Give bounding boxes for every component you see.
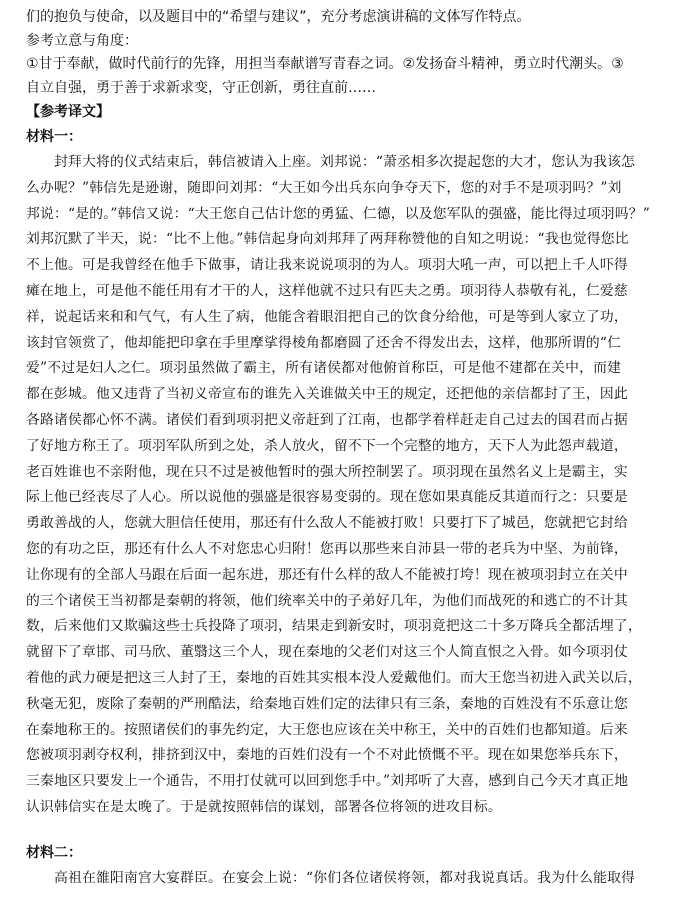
body-line: 老百姓谁也不亲附他，现在只不过是被他暂时的强大所控制罢了。项羽现在虽然名义上是霸主，实	[26, 463, 628, 480]
body-line: 么办呢？”韩信先是逊谢，随即问刘邦：“大王如今出兵东向争夺天下，您的对手不是项羽吗？”刘	[26, 179, 622, 196]
body-line: 让你现有的全部人马跟在后面一起东进，那还有什么样的敌人不能被打垮！现在被项羽封立在关中	[26, 566, 628, 583]
body-line: 了好地方称王了。项羽军队所到之处，杀人放火，留不下一个完整的地方，天下人为此怨声载道，	[26, 437, 628, 454]
body-line: 的三个诸侯王当初都是秦朝的将领，他们统率关中的子弟好几年，为他们而战死的和逃亡的不计其	[26, 592, 628, 609]
body-line: 瘫在地上，可是他不能任用有才干的人，这样他就不过只有匹夫之勇。项羽待人恭敬有礼，仁爱慈	[26, 282, 628, 299]
body-line: 三秦地区只要发上一个通告，不用打仗就可以回到您手中。”刘邦听了大喜，感到自己今天才真正地	[26, 773, 629, 790]
body-line: 高祖在雒阳南宫大宴群臣。在宴会上说：“你们各位诸侯将领，都对我说真话。我为什么能取得	[54, 869, 636, 886]
body-line: 不上他。可是我曾经在他手下做事，请让我来说说项羽的为人。项羽大吼一声，可以把上千人吓得	[26, 257, 628, 274]
body-line: 在秦地称王的。按照诸侯们的事先约定，大王您也应该在关中称王，关中的百姓们也都知道。后来	[26, 721, 628, 738]
body-line: 就留下了章邯、司马欣、董翳这三个人，现在秦地的父老们对这三个人简直恨之入骨。如今项羽仗	[26, 644, 628, 661]
body-line: 各路诸侯都心怀不满。诸侯们看到项羽把义帝赶到了江南，也都学着样赶走自己过去的国君而占据	[26, 411, 628, 428]
body-line: 封拜大将的仪式结束后，韩信被请入上座。刘邦说：“萧丞相多次提起您的大才，您认为我该怎	[54, 154, 636, 170]
body-line: 祥，说起话来和和气气，有人生了病，他能含着眼泪把自己的饮食分给他，可是等到人家立了功，	[26, 308, 628, 325]
intro-line: 们的抱负与使命，以及题目中的“希望与建议”，充分考虑演讲稿的文体写作特点。	[26, 9, 531, 25]
body-line: 您的有功之臣，那还有什么人不对您忠心归附！您再以那些来自沛县一带的老兵为中坚、为前锋，	[26, 540, 628, 557]
intro-line: ①甘于奉献，做时代前行的先锋，用担当奉献谱写青春之词。②发扬奋斗精神，勇立时代潮头。③	[26, 56, 624, 72]
body-line: 您被项羽剥夺权利，排挤到汉中，秦地的百姓们没有一个不对此愤慨不平。现在如果您举兵东下，	[26, 747, 628, 764]
body-line: 勇敢善战的人，您就大胆信任使用，那还有什么敌人不能被打败！只要打下了城邑，您就把它封给	[26, 515, 628, 532]
material1-heading: 材料一：	[26, 129, 82, 145]
body-line: 刘邦沉默了半天，说：“比不上他。”韩信起身向刘邦拜了两拜称赞他的自知之明说：“我也觉得您比	[26, 231, 629, 248]
body-line: 邦说：“是的。”韩信又说：“大王您自己估计您的勇猛、仁德，以及您军队的强盛，能比得过项羽吗？”	[26, 205, 650, 222]
body-line: 数，后来他们又欺骗这些士兵投降了项羽，结果走到新安时，项羽竟把这二十多万降兵全都活埋了，	[26, 618, 642, 635]
body-line: 该封官领赏了，他却能把印拿在手里摩挲得棱角都磨圆了还舍不得发出去，这样，他那所谓的“仁	[26, 334, 622, 351]
intro-line: 自立自强，勇于善于求新求变，守正创新，勇往直前……	[26, 79, 376, 96]
section-gap	[26, 821, 672, 841]
intro-line: 参考立意与角度：	[26, 32, 138, 49]
body-line: 爱”不过是妇人之仁。项羽虽然做了霸主，所有诸侯都对他俯首称臣，可是他不建都在关中，而建	[26, 360, 622, 377]
material2-body	[26, 866, 672, 892]
body-line: 际上他已经丧尽了人心。所以说他的强盛是很容易变弱的。现在您如果真能反其道而行之：只要是	[26, 489, 628, 506]
body-line: 秋毫无犯，废除了秦朝的严刑酷法，给秦地百姓们定的法律只有三条，秦地的百姓没有不乐意让您	[26, 695, 628, 712]
body-line: 认识韩信实在是太晚了。于是就按照韩信的谋划，部署各位将领的进攻目标。	[26, 798, 502, 815]
body-line: 着他的武力硬是把这三人封了王，秦地的百姓其实根本没人爱戴他们。而大王您当初进入武关以后，	[26, 669, 642, 686]
reference-translation-heading: 【参考译文】	[26, 104, 110, 120]
material1-body	[26, 150, 672, 821]
material2-heading: 材料二：	[26, 844, 82, 861]
body-line: 都在彭城。他又违背了当初义帝宣布的谁先入关谁做关中王的规定，还把他的亲信都封了王，因此	[26, 386, 628, 403]
